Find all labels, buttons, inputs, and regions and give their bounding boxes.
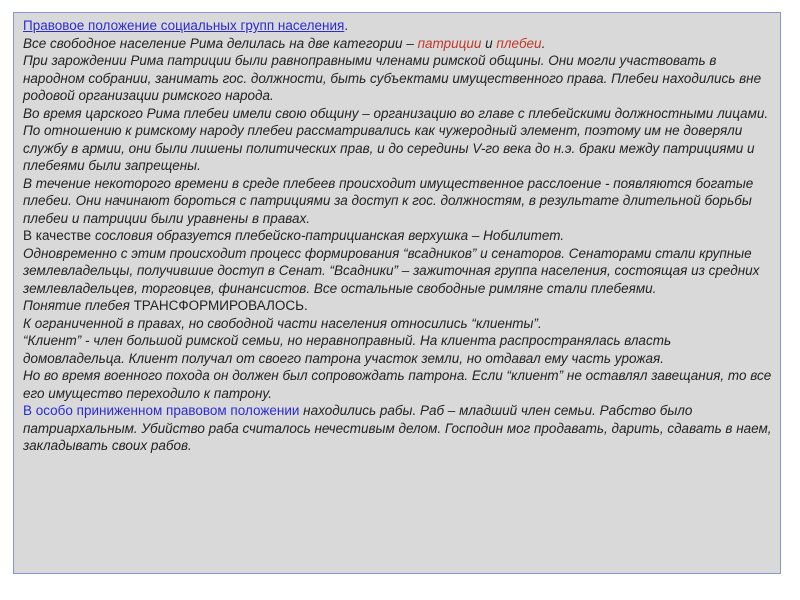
paragraph-military-campaign: Но во время военного похода он должен был сопровождать патрона. Если “клиент” не оставлял завещания, то все его имущество переходило к патрону. (23, 368, 772, 401)
transformed-lead: Понятие плебея (23, 298, 134, 313)
heading-link[interactable]: Правовое положение социальных групп населения (23, 18, 345, 33)
paragraph-nobility (23, 227, 772, 245)
paragraph-slaves (23, 402, 772, 455)
paragraph-equestrians: Одновременно с этим происходит процесс формирования “всадников” и сенаторов. Сенаторами стали крупные землевладельцы, получившие доступ в Сенат. “Всадники” – зажиточная группа населения, состоящая из средних землевладельцев, торговцев, финансистов. Все остальные свободные римляне стали плебеями. (23, 245, 760, 296)
categories-end: . (541, 35, 546, 51)
paragraph-client-definition: “Клиент” - член большой римской семьи, но неравноправный. На клиента распространялась власть домовладельца. Клиент получал от своего патрона участок земли, но отдавал ему часть урожая. (23, 333, 672, 366)
nobility-lead: В качестве (23, 228, 95, 243)
paragraph-regal-rome: Во время царского Рима плебеи имели свою общину – организацию во главе с плебейскими должностными лицами. По отношению к римскому народу плебеи рассматривались как чужеродный элемент, поэтому им не доверяли службу в армии, они были лишены политических прав, и до середины V-го века до н.э. браки между патрициями и плебеями были запрещены. (23, 105, 769, 173)
heading-line (23, 17, 772, 35)
slide-content (13, 12, 781, 574)
patricians-term: патриции (417, 35, 482, 51)
slaves-text: находились рабы. Раб – младший член семьи. Рабство было патриархальным. Убийство раба считалось нечестивым делом. Господин мог продавать, дарить, сдавать в наем, закладывать своих рабов. (23, 403, 772, 453)
paragraph-stratification: В течение некоторого времени в среде плебеев происходит имущественное расслоение - появляются богатые плебеи. Они начинают бороться с патрициями за доступ к гос. должностям, в результате длительной борьбы плебеи и патриции были уравнены в правах. (23, 175, 754, 226)
and-text: и (481, 35, 497, 51)
paragraph-categories (23, 35, 772, 53)
paragraph-transformed (23, 297, 772, 315)
transformed-caps: ТРАНСФОРМИРОВАЛОСЬ (133, 298, 305, 313)
heading-period: . (344, 18, 349, 33)
plebeians-term: плебеи (496, 35, 542, 51)
paragraph-origin: При зарождении Рима патриции были равноправными членами римской общины. Они могли участвовать в народном собрании, занимать гос. должности, быть субъектами имущественного права. Плебеи находились вне родовой организации римского народа. (23, 53, 762, 103)
paragraph-clients: К ограниченной в правах, но свободной части населения относились “клиенты”. (23, 315, 542, 331)
nobility-text: сословия образуется плебейско-патрицианская верхушка – Нобилитет. (94, 228, 565, 243)
slaves-lead: В особо приниженном правовом положении (23, 403, 300, 418)
categories-text: Все свободное население Рима делилась на две категории – (23, 35, 418, 51)
transformed-end: . (304, 298, 308, 313)
